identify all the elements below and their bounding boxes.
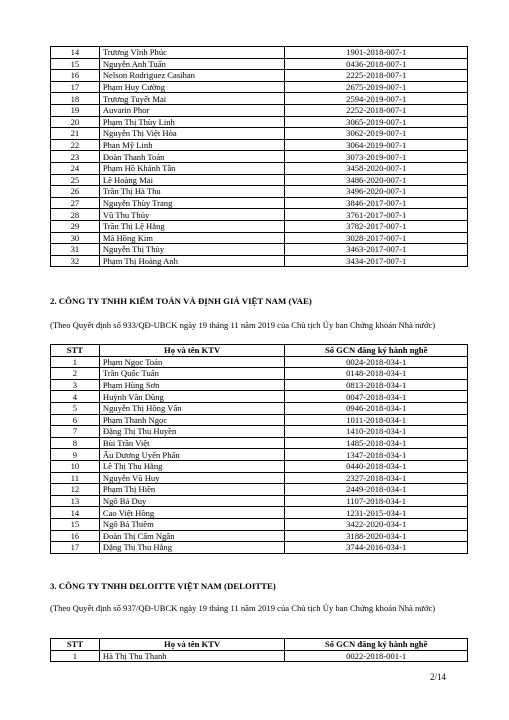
cell-certificate-number: 3028-2017-007-1 — [285, 232, 468, 244]
cell-certificate-number: 2252-2018-007-1 — [285, 104, 468, 116]
header-name: Họ và tên KTV — [99, 639, 284, 651]
cell-stt: 9 — [51, 449, 100, 461]
cell-certificate-number: 2327-2018-034-1 — [285, 472, 468, 484]
cell-auditor-name: Trần Thị Hà Thu — [99, 186, 285, 198]
cell-certificate-number: 2225-2018-007-1 — [285, 70, 468, 82]
cell-certificate-number: 0440-2018-034-1 — [285, 460, 468, 472]
cell-stt: 3 — [51, 379, 100, 391]
cell-auditor-name: Phạm Thị Hoàng Anh — [99, 255, 285, 267]
cell-certificate-number: 3846-2017-007-1 — [285, 197, 468, 209]
cell-auditor-name: Lê Hoàng Mai — [99, 174, 285, 186]
table-row — [51, 116, 468, 128]
cell-stt: 20 — [51, 116, 100, 128]
table-row — [51, 220, 468, 232]
cell-auditor-name: Đặng Thị Thu Hằng — [99, 542, 284, 554]
cell-auditor-name: Hà Thị Thu Thanh — [99, 650, 284, 662]
table-row — [51, 449, 468, 461]
cell-stt: 26 — [51, 186, 100, 198]
cell-certificate-number: 1485-2018-034-1 — [285, 437, 468, 449]
table-row — [51, 186, 468, 198]
cell-auditor-name: Nguyễn Anh Tuấn — [99, 58, 285, 70]
table-row — [51, 209, 468, 221]
table-row — [51, 379, 468, 391]
decision-note-vae: (Theo Quyết định số 933/QĐ-UBCK ngày 19 tháng 11 năm 2019 của Chủ tịch Ủy ban Chứng khoán Nhà nước) — [50, 320, 436, 330]
cell-stt: 19 — [51, 104, 100, 116]
cell-auditor-name: Nguyễn Vũ Huy — [99, 472, 284, 484]
auditor-table-deloitte — [50, 638, 468, 662]
cell-stt: 2 — [51, 368, 100, 380]
cell-stt: 14 — [51, 47, 100, 59]
cell-auditor-name: Đoàn Thanh Toàn — [99, 151, 285, 163]
table-row — [51, 93, 468, 105]
page-number: 2/14 — [430, 672, 447, 682]
table-row — [51, 104, 468, 116]
cell-certificate-number: 0022-2018-001-1 — [285, 650, 468, 662]
cell-auditor-name: Đoàn Thị Cẩm Ngân — [99, 530, 284, 542]
section-heading-vae: 2. CÔNG TY TNHH KIỂM TOÁN VÀ ĐỊNH GIÁ VIỆT NAM (VAE) — [50, 296, 312, 306]
cell-stt: 8 — [51, 437, 100, 449]
table-row — [51, 414, 468, 426]
cell-certificate-number: 0047-2018-034-1 — [285, 391, 468, 403]
cell-certificate-number: 0813-2018-034-1 — [285, 379, 468, 391]
cell-stt: 30 — [51, 232, 100, 244]
cell-stt: 5 — [51, 402, 100, 414]
table-row — [51, 58, 468, 70]
table-header-row — [51, 639, 468, 651]
cell-auditor-name: Nguyễn Thị Thùy — [99, 244, 285, 256]
cell-certificate-number: 2594-2019-007-1 — [285, 93, 468, 105]
cell-auditor-name: Phạm Ngọc Toản — [99, 356, 284, 368]
cell-auditor-name: Ngô Bá Duy — [99, 495, 284, 507]
cell-stt: 1 — [51, 356, 100, 368]
table-row — [51, 81, 468, 93]
table-row — [51, 460, 468, 472]
header-name: Họ và tên KTV — [99, 345, 284, 357]
table-row — [51, 518, 468, 530]
table-row — [51, 507, 468, 519]
cell-auditor-name: Phan Mỹ Linh — [99, 139, 285, 151]
cell-auditor-name: Huỳnh Văn Dũng — [99, 391, 284, 403]
cell-auditor-name: Âu Dương Uyển Phấn — [99, 449, 284, 461]
cell-certificate-number: 3065-2019-007-1 — [285, 116, 468, 128]
table-row — [51, 244, 468, 256]
table-row — [51, 530, 468, 542]
cell-auditor-name: Đặng Thị Thu Huyền — [99, 426, 284, 438]
cell-stt: 31 — [51, 244, 100, 256]
cell-auditor-name: Ngô Bá Thiêm — [99, 518, 284, 530]
cell-stt: 17 — [51, 81, 100, 93]
header-stt: STT — [51, 345, 100, 357]
table-row — [51, 232, 468, 244]
cell-certificate-number: 3064-2019-007-1 — [285, 139, 468, 151]
table-row — [51, 162, 468, 174]
cell-stt: 21 — [51, 128, 100, 140]
table-row — [51, 391, 468, 403]
table-body — [51, 356, 468, 553]
table-body — [51, 47, 468, 267]
cell-auditor-name: Phạm Thị Thùy Linh — [99, 116, 285, 128]
decision-note-deloitte: (Theo Quyết định số 937/QĐ-UBCK ngày 19 tháng 11 năm 2019 của Chủ tịch Ủy ban Chứng khoán Nhà nước) — [50, 603, 436, 613]
cell-auditor-name: Phạm Hồ Khánh Tân — [99, 162, 285, 174]
cell-stt: 10 — [51, 460, 100, 472]
cell-certificate-number: 3782-2017-007-1 — [285, 220, 468, 232]
table-row — [51, 437, 468, 449]
auditor-table-section-1 — [50, 46, 468, 267]
cell-stt: 16 — [51, 530, 100, 542]
cell-auditor-name: Nguyễn Thị Việt Hòa — [99, 128, 285, 140]
table-row — [51, 47, 468, 59]
cell-auditor-name: Bùi Trần Việt — [99, 437, 284, 449]
cell-auditor-name: Nguyễn Thùy Trang — [99, 197, 285, 209]
cell-stt: 16 — [51, 70, 100, 82]
header-certificate: Số GCN đăng ký hành nghề — [285, 639, 468, 651]
cell-certificate-number: 3463-2017-007-1 — [285, 244, 468, 256]
table-row — [51, 484, 468, 496]
cell-stt: 14 — [51, 507, 100, 519]
cell-auditor-name: Lê Thị Thu Hằng — [99, 460, 284, 472]
cell-stt: 17 — [51, 542, 100, 554]
cell-certificate-number: 2449-2018-034-1 — [285, 484, 468, 496]
cell-stt: 4 — [51, 391, 100, 403]
cell-stt: 13 — [51, 495, 100, 507]
cell-stt: 29 — [51, 220, 100, 232]
table-row — [51, 356, 468, 368]
cell-certificate-number: 1107-2018-034-1 — [285, 495, 468, 507]
cell-auditor-name: Vũ Thu Thủy — [99, 209, 285, 221]
cell-certificate-number: 3062-2019-007-1 — [285, 128, 468, 140]
cell-stt: 22 — [51, 139, 100, 151]
table-row — [51, 174, 468, 186]
cell-certificate-number: 1231-2015-034-1 — [285, 507, 468, 519]
cell-auditor-name: Phạm Hùng Sơn — [99, 379, 284, 391]
cell-certificate-number: 3422-2020-034-1 — [285, 518, 468, 530]
cell-auditor-name: Trần Quốc Tuấn — [99, 368, 284, 380]
cell-certificate-number: 0436-2018-007-1 — [285, 58, 468, 70]
table-row — [51, 368, 468, 380]
cell-auditor-name: Trương Vĩnh Phúc — [99, 47, 285, 59]
cell-certificate-number: 3486-2020-007-1 — [285, 174, 468, 186]
table-row — [51, 151, 468, 163]
section-heading-deloitte: 3. CÔNG TY TNHH DELOITTE VIỆT NAM (DELOITTE) — [50, 581, 276, 591]
cell-certificate-number: 2675-2019-007-1 — [285, 81, 468, 93]
cell-certificate-number: 3761-2017-007-1 — [285, 209, 468, 221]
cell-stt: 23 — [51, 151, 100, 163]
cell-certificate-number: 3434-2017-007-1 — [285, 255, 468, 267]
table-row — [51, 255, 468, 267]
cell-auditor-name: Nguyễn Thị Hồng Vân — [99, 402, 284, 414]
header-certificate: Số GCN đăng ký hành nghề — [285, 345, 468, 357]
cell-stt: 7 — [51, 426, 100, 438]
cell-stt: 11 — [51, 472, 100, 484]
table-row — [51, 139, 468, 151]
cell-auditor-name: Trương Tuyết Mai — [99, 93, 285, 105]
auditor-table-vae — [50, 344, 468, 554]
cell-auditor-name: Cao Việt Hồng — [99, 507, 284, 519]
table-row — [51, 495, 468, 507]
cell-auditor-name: Auvarin Phor — [99, 104, 285, 116]
cell-certificate-number: 1901-2018-007-1 — [285, 47, 468, 59]
cell-auditor-name: Phạm Thanh Ngọc — [99, 414, 284, 426]
cell-auditor-name: Mã Hồng Kim — [99, 232, 285, 244]
table-row — [51, 650, 468, 662]
cell-certificate-number: 1347-2018-034-1 — [285, 449, 468, 461]
cell-stt: 24 — [51, 162, 100, 174]
cell-stt: 18 — [51, 93, 100, 105]
header-stt: STT — [51, 639, 100, 651]
cell-auditor-name: Nelson Rodriguez Casihan — [99, 70, 285, 82]
cell-certificate-number: 1011-2018-034-1 — [285, 414, 468, 426]
cell-stt: 1 — [51, 650, 100, 662]
table-row — [51, 197, 468, 209]
cell-stt: 25 — [51, 174, 100, 186]
cell-stt: 12 — [51, 484, 100, 496]
cell-auditor-name: Trần Thị Lệ Hằng — [99, 220, 285, 232]
cell-certificate-number: 3744-2016-034-1 — [285, 542, 468, 554]
cell-certificate-number: 3458-2020-007-1 — [285, 162, 468, 174]
table-row — [51, 426, 468, 438]
cell-certificate-number: 0148-2018-034-1 — [285, 368, 468, 380]
cell-stt: 6 — [51, 414, 100, 426]
cell-certificate-number: 0024-2018-034-1 — [285, 356, 468, 368]
table-header-row — [51, 345, 468, 357]
table-body — [51, 650, 468, 662]
table-row — [51, 472, 468, 484]
cell-stt: 15 — [51, 518, 100, 530]
cell-stt: 15 — [51, 58, 100, 70]
table-row — [51, 70, 468, 82]
cell-stt: 32 — [51, 255, 100, 267]
cell-stt: 28 — [51, 209, 100, 221]
cell-certificate-number: 3073-2019-007-1 — [285, 151, 468, 163]
cell-certificate-number: 3496-2020-007-1 — [285, 186, 468, 198]
cell-auditor-name: Phạm Thị Hiền — [99, 484, 284, 496]
cell-certificate-number: 0946-2018-034-1 — [285, 402, 468, 414]
cell-certificate-number: 1410-2018-034-1 — [285, 426, 468, 438]
table-row — [51, 542, 468, 554]
table-row — [51, 402, 468, 414]
cell-certificate-number: 3188-2020-034-1 — [285, 530, 468, 542]
cell-stt: 27 — [51, 197, 100, 209]
table-row — [51, 128, 468, 140]
cell-auditor-name: Phạm Huy Cường — [99, 81, 285, 93]
